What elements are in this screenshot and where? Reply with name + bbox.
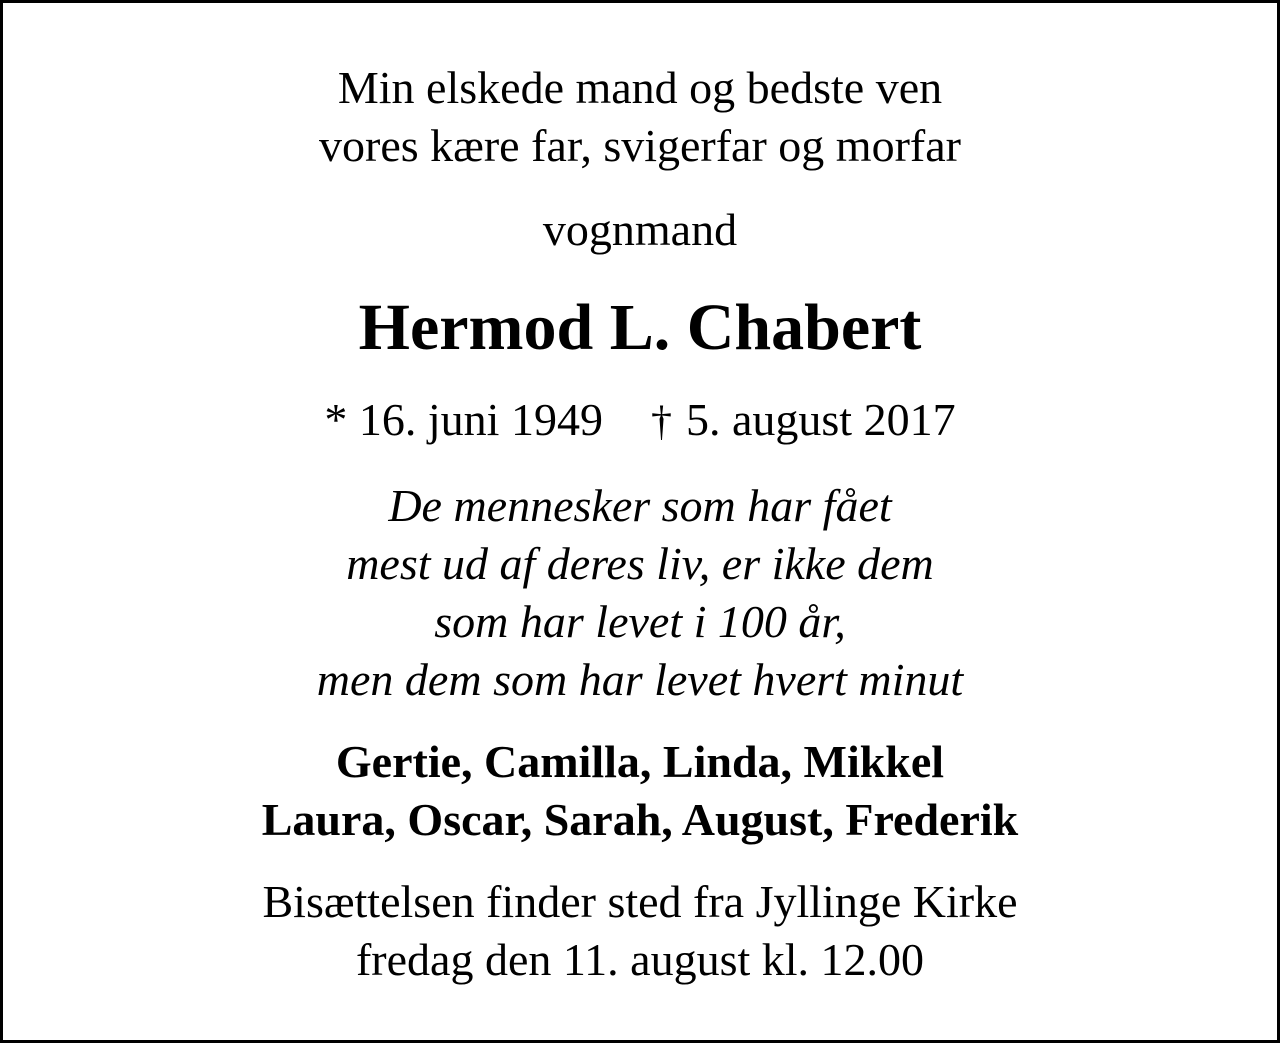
funeral-line-2: fredag den 11. august kl. 12.00 xyxy=(355,934,925,985)
death-date: 5. august 2017 xyxy=(685,394,956,445)
birth-symbol: * xyxy=(324,394,348,445)
intro-line-2: vores kære far, svigerfar og morfar xyxy=(319,120,961,171)
death-cross-icon: † xyxy=(650,399,672,445)
birth-date: 16. juni 1949 xyxy=(358,394,603,445)
quote-line-1: De mennesker som har fået xyxy=(388,480,892,531)
deceased-name: Hermod L. Chabert xyxy=(358,291,922,364)
occupation: vognmand xyxy=(542,204,738,255)
life-dates xyxy=(3,394,1277,445)
quote-line-2: mest ud af deres liv, er ikke dem xyxy=(346,538,934,589)
quote-line-4: men dem som har levet hvert minut xyxy=(316,654,964,705)
family-line-1: Gertie, Camilla, Linda, Mikkel xyxy=(335,736,945,787)
intro-line-1: Min elskede mand og bedste ven xyxy=(337,62,943,113)
family-line-2: Laura, Oscar, Sarah, August, Frederik xyxy=(261,794,1019,845)
quote-line-3: som har levet i 100 år, xyxy=(434,596,846,647)
funeral-line-1: Bisættelsen finder sted fra Jyllinge Kirke xyxy=(262,876,1018,927)
